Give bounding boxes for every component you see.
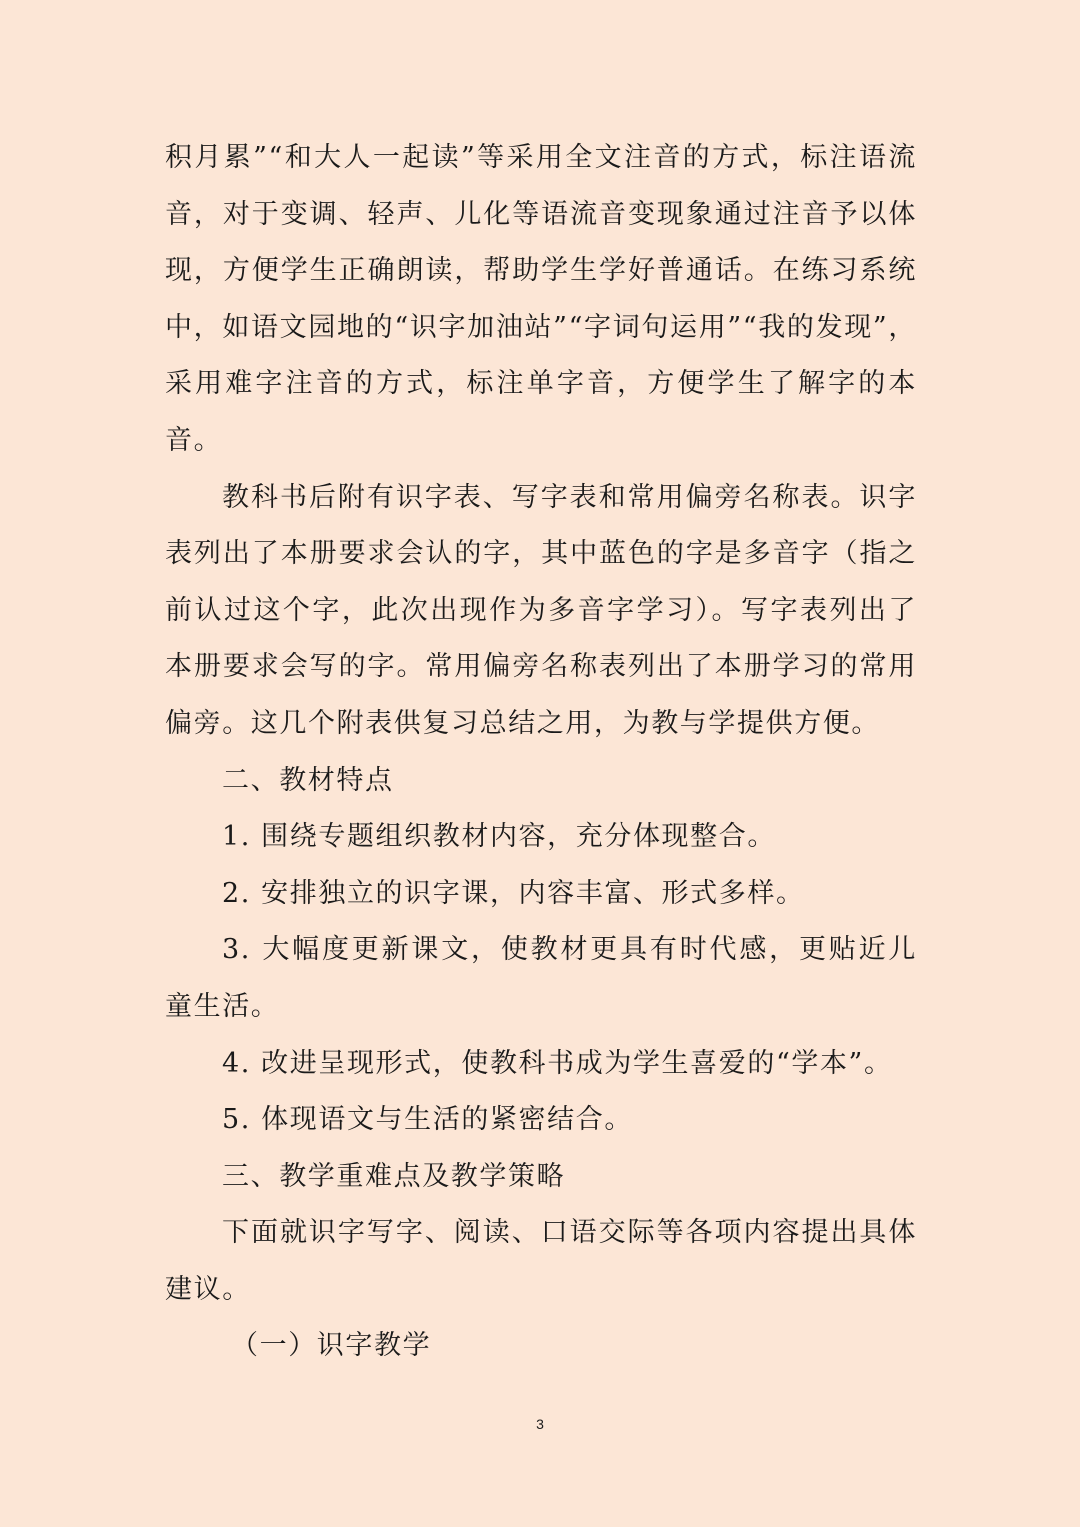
section-heading-features: 二、教材特点 bbox=[222, 764, 394, 796]
subsection-heading-literacy: （一）识字教学 bbox=[231, 1330, 432, 1362]
feature-item-4: 4. 改进呈现形式，使教科书成为学生喜爱的“学本”。 bbox=[222, 1047, 893, 1079]
feature-item-2: 2. 安排独立的识字课，内容丰富、形式多样。 bbox=[222, 877, 805, 909]
section-heading-strategies: 三、教学重难点及教学策略 bbox=[222, 1160, 566, 1192]
paragraph-suggestions-intro: 下面就识字写字、阅读、口语交际等各项内容提出具体建议。 bbox=[165, 1217, 917, 1305]
feature-item-5: 5. 体现语文与生活的紧密结合。 bbox=[222, 1104, 633, 1136]
paragraph-continued-annotation: 积月累”“和大人一起读”等采用全文注音的方式，标注语流音，对于变调、轻声、儿化等语流音变现象通过注音予以体现，方便学生正确朗读，帮助学生学好普通话。在练习系统中，如语文园地的“识字加油站”“字词句运用”“我的发现”，采用难字注音的方式，标注单字音，方便学生了解字的本音。 bbox=[165, 142, 917, 456]
page-number: 3 bbox=[536, 1416, 544, 1432]
feature-item-3: 3. 大幅度更新课文，使教材更具有时代感，更贴近儿童生活。 bbox=[165, 934, 917, 1022]
document-body bbox=[165, 130, 917, 1375]
feature-item-1: 1. 围绕专题组织教材内容，充分体现整合。 bbox=[222, 821, 776, 853]
paragraph-appendix-tables: 教科书后附有识字表、写字表和常用偏旁名称表。识字表列出了本册要求会认的字，其中蓝色的字是多音字（指之前认过这个字，此次出现作为多音字学习）。写字表列出了本册要求会写的字。常用偏旁名称表列出了本册学习的常用偏旁。这几个附表供复习总结之用，为教与学提供方便。 bbox=[165, 481, 917, 739]
